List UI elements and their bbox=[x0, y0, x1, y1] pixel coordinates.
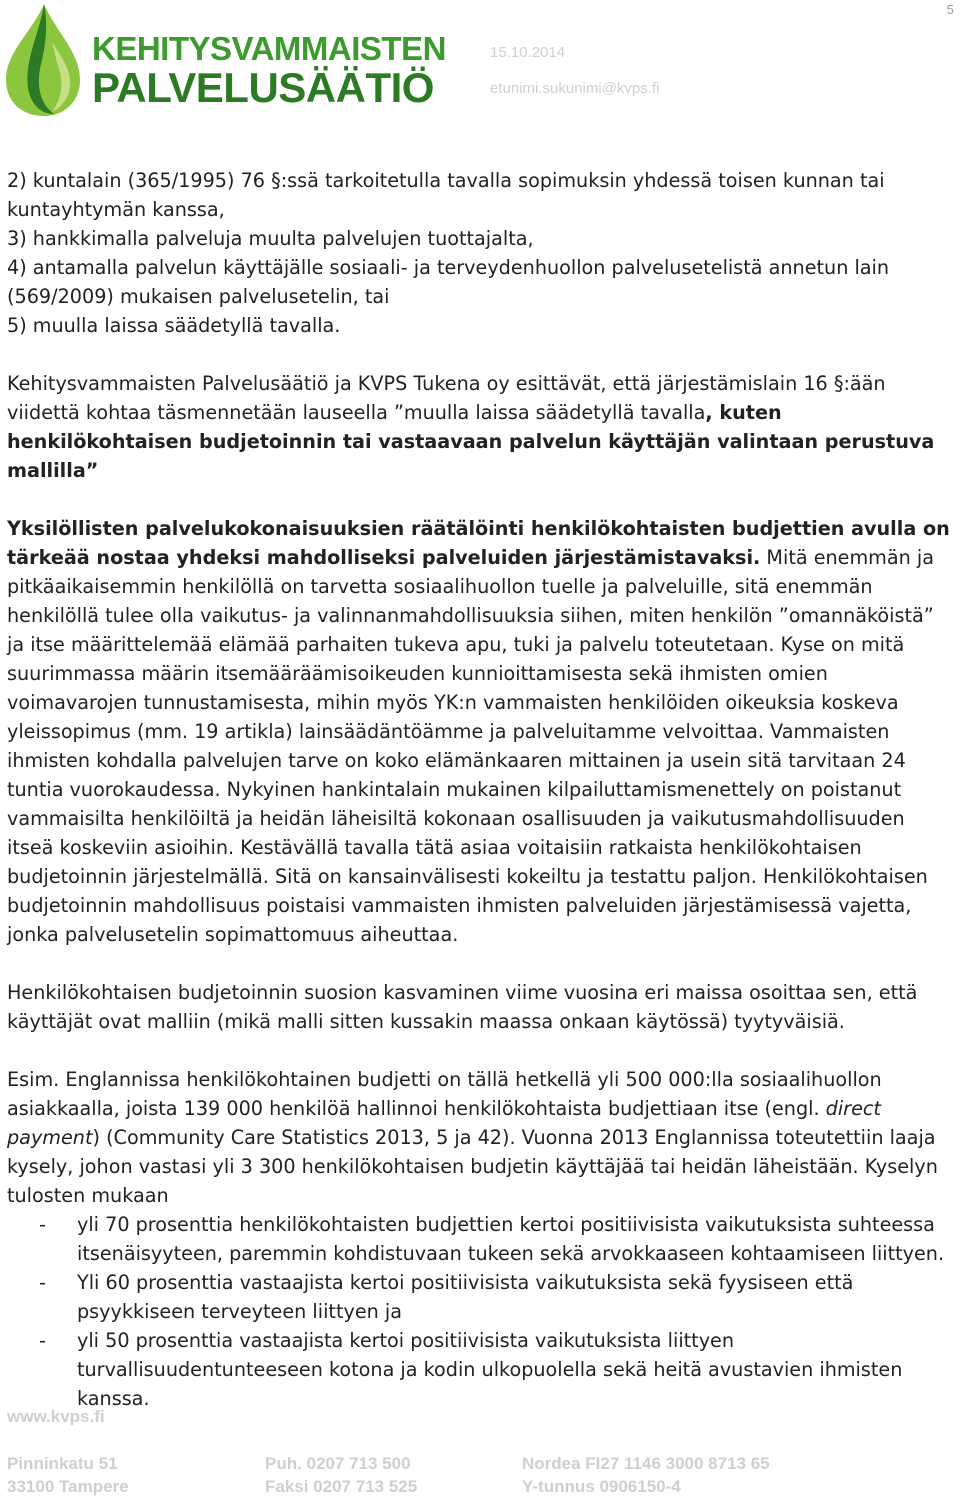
drop-logo-icon bbox=[2, 2, 92, 118]
proposal-text: Kehitysvammaisten Palvelusäätiö ja KVPS Tukena oy esittävät, että järjestämislain 16 §:ään viidettä kohtaa täsmennetään lauseella ”muulla laissa säädetyllä tavalla bbox=[7, 372, 886, 424]
england-text-1: Esim. Englannissa henkilökohtainen budjetti on tällä hetkellä yli 500 000:lla sosiaalihuollon asiakkaalla, joista 139 000 henkilöä hallinnoi henkilökohtaista budjettiaan itse (engl. bbox=[7, 1068, 882, 1120]
logo-text-line2: PALVELUSÄÄTIÖ bbox=[92, 64, 434, 111]
bullet-item bbox=[7, 1268, 953, 1326]
footer-fax: Faksi 0207 713 525 bbox=[265, 1477, 418, 1496]
bullet-text: yli 50 prosenttia vastaajista kertoi positiivisista vaikutuksista liittyen turvallisuudentunteeseen kotona ja kodin ulkopuolella sekä heitä avustavien ihmisten kanssa. bbox=[77, 1329, 903, 1410]
organization-logo bbox=[0, 0, 446, 118]
bullet-dash: - bbox=[39, 1213, 46, 1236]
list-item: 3) hankkimalla palveluja muulta palvelujen tuottajalta, bbox=[7, 227, 534, 250]
list-item: 4) antamalla palvelun käyttäjälle sosiaali- ja terveydenhuollon palvelusetelistä annetun lain (569/2009) mukaisen palvelusetelin, tai bbox=[7, 256, 890, 308]
proposal-bold-text: , kuten henkilökohtaisen budjetoinnin tai vastaavaan palvelun käyttäjän valintaan perustuva mallilla” bbox=[7, 401, 935, 482]
logo-text-line1: KEHITYSVAMMAISTEN bbox=[92, 30, 446, 67]
rationale-text: Mitä enemmän ja pitkäaikaisemmin henkilöllä on tarvetta sosiaalihuollon tuelle ja palveluille, sitä enemmän henkilöllä tulee olla vaikutus- ja valinnanmahdollisuuksia siihen, miten henkilön ”omannäköistä” ja itse määrittelemää elämää parhaiten tukeva apu, tuki ja palvelu toteutetaan. Kyse on mitä suurimmassa määrin itsemääräämisoikeuden kunnioittamisesta sekä ihmisten omien voimavarojen tunnustamisesta, mihin myös YK:n vammaisten henkilöiden oikeuksia koskeva yleissopimus (mm. 19 artikla) lainsäädäntöämme ja palveluitamme velvoittaa. Vammaisten ihmisten kohdalla palvelujen tarve on koko elämänkaaren mittainen ja usein sitä tarvitaan 24 tuntia vuorokaudessa. Nykyinen hankintalain mukainen kilpailuttamismenettely on poistanut vammaisilta henkilöiltä ja heidän läheisiltä kokonaan osallisuuden ja vaikutusmahdollisuuden itseä koskeviin asioihin. Kestävällä tavalla tätä asiaa voitaisiin ratkaista henkilökohtaisen budjetoinnin järjestelmällä. Sitä on kansainvälisesti kokeiltu ja testattu paljon. Henkilökohtaisen budjetoinnin mahdollisuus poistaisi vammaisten ihmisten palveluiden järjestämisessä vajetta, jonka palvelusetelin sopimattomuus aiheuttaa. bbox=[7, 546, 934, 946]
england-text-2: ) (Community Care Statistics 2013, 5 ja 42). Vuonna 2013 Englannissa toteutettiin laaja kysely, johon vastasi yli 3 300 henkilökohtaisen budjetin käyttäjää tai heidän läheistään. Kyselyn tulosten mukaan bbox=[7, 1126, 938, 1207]
bullet-dash: - bbox=[39, 1271, 46, 1294]
footer-website-link[interactable]: www.kvps.fi bbox=[7, 1407, 105, 1426]
bullet-dash: - bbox=[39, 1329, 46, 1352]
bullet-text: Yli 60 prosenttia vastaajista kertoi positiivisista vaikutuksista sekä fyysiseen että psyykkiseen terveyteen liittyen ja bbox=[77, 1271, 854, 1323]
list-item: 5) muulla laissa säädetyllä tavalla. bbox=[7, 314, 341, 337]
proposal-paragraph bbox=[7, 369, 953, 485]
bullet-text: yli 70 prosenttia henkilökohtaisten budjettien kertoi positiivisista vaikutuksista suhteessa itsenäisyyteen, paremmin kohdistuvaan tukeen sekä arvokkaaseen kohtaamiseen liittyen. bbox=[77, 1213, 945, 1265]
direct-payment-term: direct payment bbox=[7, 1097, 881, 1149]
rationale-bold-text: Yksilöllisten palvelukokonaisuuksien räätälöinti henkilökohtaisten budjettien avulla on tärkeää nostaa yhdeksi mahdolliseksi palveluiden järjestämistavaksi. bbox=[7, 517, 950, 569]
footer-city: 33100 Tampere bbox=[7, 1477, 129, 1496]
footer-street: Pinninkatu 51 bbox=[7, 1454, 118, 1473]
document-body bbox=[7, 166, 953, 1413]
footer-phone: Puh. 0207 713 500 bbox=[265, 1454, 411, 1473]
england-example-paragraph bbox=[7, 1065, 953, 1210]
rationale-paragraph bbox=[7, 514, 953, 949]
popularity-paragraph: Henkilökohtaisen budjetoinnin suosion kasvaminen viime vuosina eri maissa osoittaa sen, että käyttäjät ovat malliin (mikä malli sitten kussakin maassa onkaan käytössä) tyytyväisiä. bbox=[7, 981, 918, 1033]
bullet-item bbox=[7, 1326, 953, 1413]
document-date: 15.10.2014 bbox=[490, 44, 566, 61]
list-item: 2) kuntalain (365/1995) 76 §:ssä tarkoitetulla tavalla sopimuksin yhdessä toisen kunnan tai kuntayhtymän kanssa, bbox=[7, 169, 885, 221]
bullet-item bbox=[7, 1210, 953, 1268]
page-number: 5 bbox=[946, 2, 954, 17]
contact-email: etunimi.sukunimi@kvps.fi bbox=[490, 80, 660, 97]
footer-business-id: Y-tunnus 0906150-4 bbox=[522, 1477, 681, 1496]
footer-bank-account: Nordea FI27 1146 3000 8713 65 bbox=[522, 1454, 770, 1473]
